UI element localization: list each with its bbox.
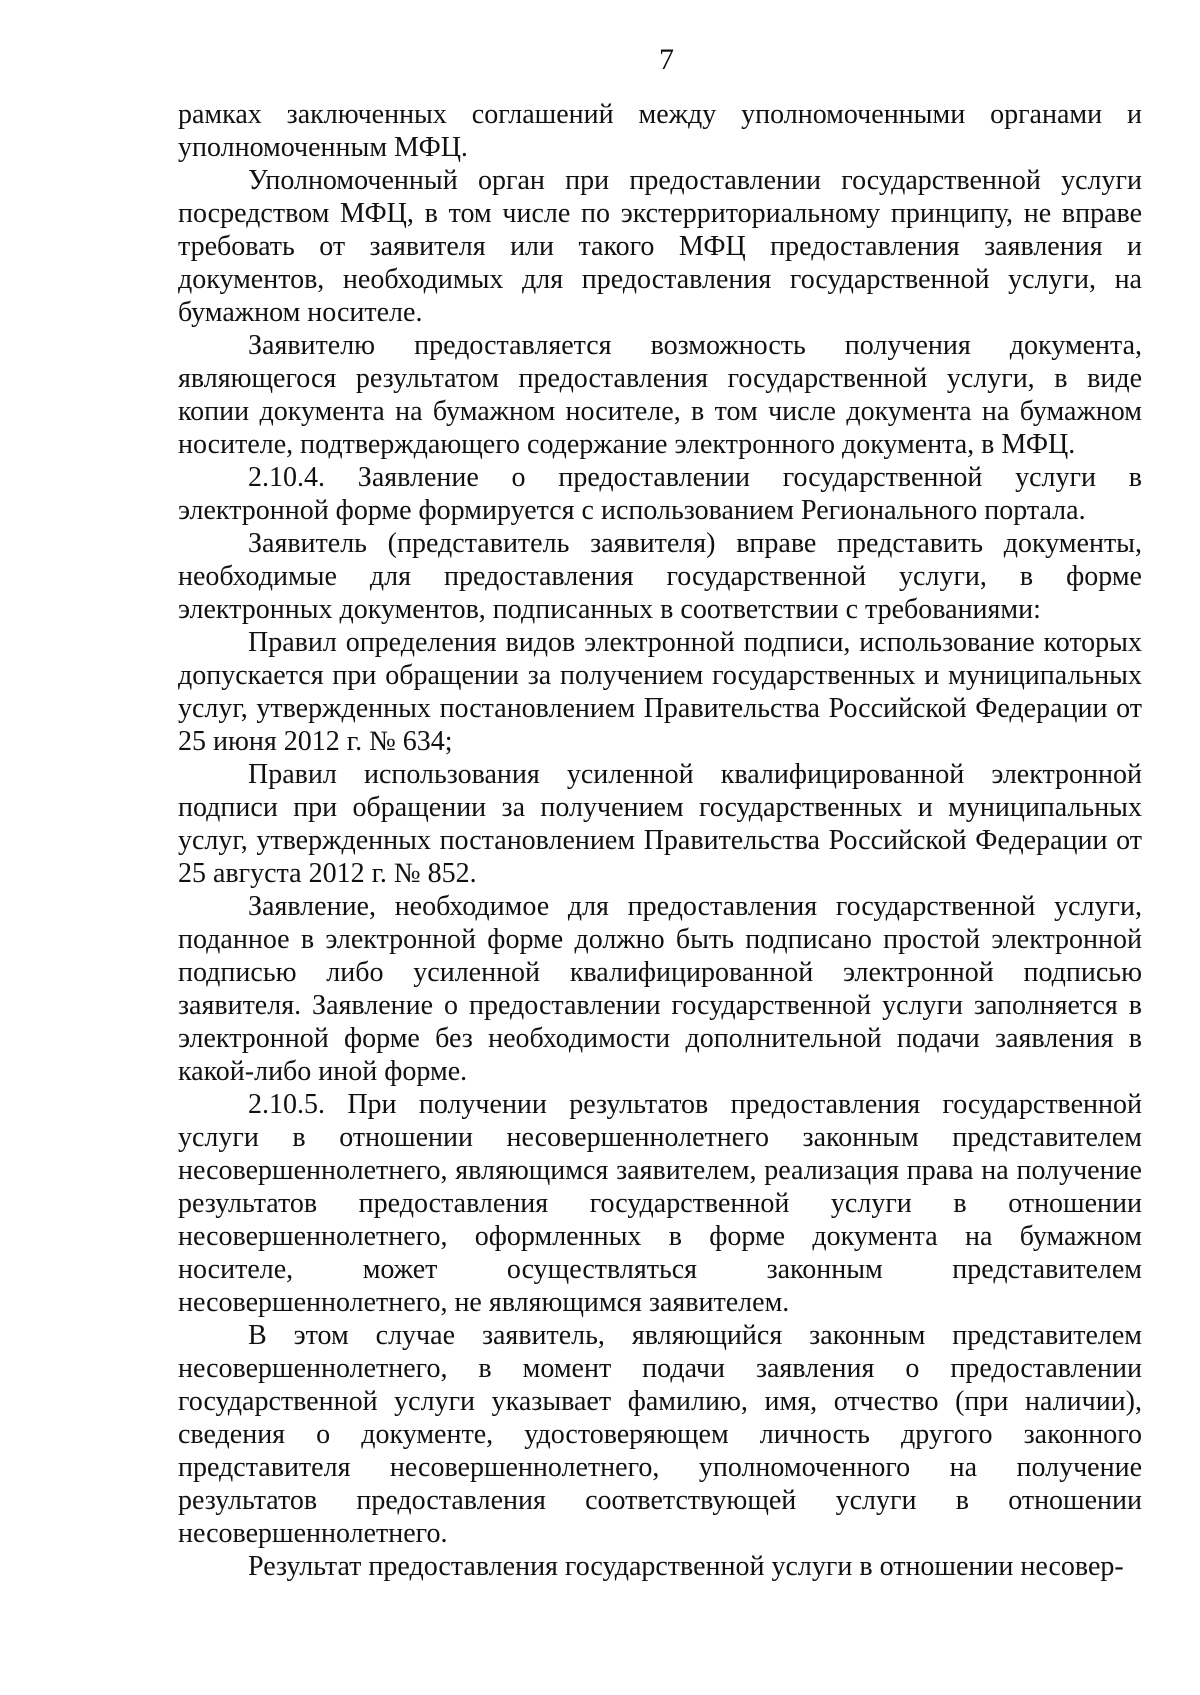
paragraph: 2.10.5. При получении результатов предоставления государственной услуги в отношении несовершеннолетнего законным представителем несовершеннолетнего, являющимся заявителем, реализация права на получение результатов предоставления государственной услуги в отношении несовершеннолетнего, оформленных в форме документа на бумажном носителе, может осуществляться законным представителем несовершеннолетнего, не являющимся заявителем. — [178, 1089, 1142, 1318]
paragraph: Заявление, необходимое для предоставления государственной услуги, поданное в электронной форме должно быть подписано простой электронной подписью либо усиленной квалифицированной электронной подписью заявителя. Заявление о предоставлении государственной услуги заполняется в электронной форме без необходимости дополнительной подачи заявления в какой-либо иной форме. — [178, 891, 1142, 1087]
document-body — [178, 98, 1142, 1583]
paragraph: Уполномоченный орган при предоставлении государственной услуги посредством МФЦ, в том числе по экстерриториальному принципу, не вправе требовать от заявителя или такого МФЦ предоставления заявления и документов, необходимых для предоставления государственной услуги, на бумажном носителе. — [178, 165, 1142, 328]
paragraph: рамках заключенных соглашений между уполномоченными органами и уполномоченным МФЦ. — [178, 99, 1142, 163]
paragraph: Правил использования усиленной квалифицированной электронной подписи при обращении за получением государственных и муниципальных услуг, утвержденных постановлением Правительства Российской Федерации от 25 августа 2012 г. № 852. — [178, 759, 1142, 889]
paragraph: Результат предоставления государственной услуги в отношении несовер- — [248, 1551, 1124, 1582]
paragraph: Заявитель (представитель заявителя) вправе представить документы, необходимые для предоставления государственной услуги, в форме электронных документов, подписанных в соответствии с требованиями: — [178, 528, 1142, 625]
paragraph: 2.10.4. Заявление о предоставлении государственной услуги в электронной форме формируется с использованием Регионального портала. — [178, 462, 1142, 526]
paragraph: Правил определения видов электронной подписи, использование которых допускается при обращении за получением государственных и муниципальных услуг, утвержденных постановлением Правительства Российской Федерации от 25 июня 2012 г. № 634; — [178, 627, 1142, 757]
paragraph: В этом случае заявитель, являющийся законным представителем несовершеннолетнего, в момент подачи заявления о предоставлении государственной услуги указывает фамилию, имя, отчество (при наличии), сведения о документе, удостоверяющем личность другого законного представителя несовершеннолетнего, уполномоченного на получение результатов предоставления соответствующей услуги в отношении несовершеннолетнего. — [178, 1320, 1142, 1549]
page-number: 7 — [659, 43, 674, 76]
paragraph: Заявителю предоставляется возможность получения документа, являющегося результатом предоставления государственной услуги, в виде копии документа на бумажном носителе, в том числе документа на бумажном носителе, подтверждающего содержание электронного документа, в МФЦ. — [178, 330, 1142, 460]
